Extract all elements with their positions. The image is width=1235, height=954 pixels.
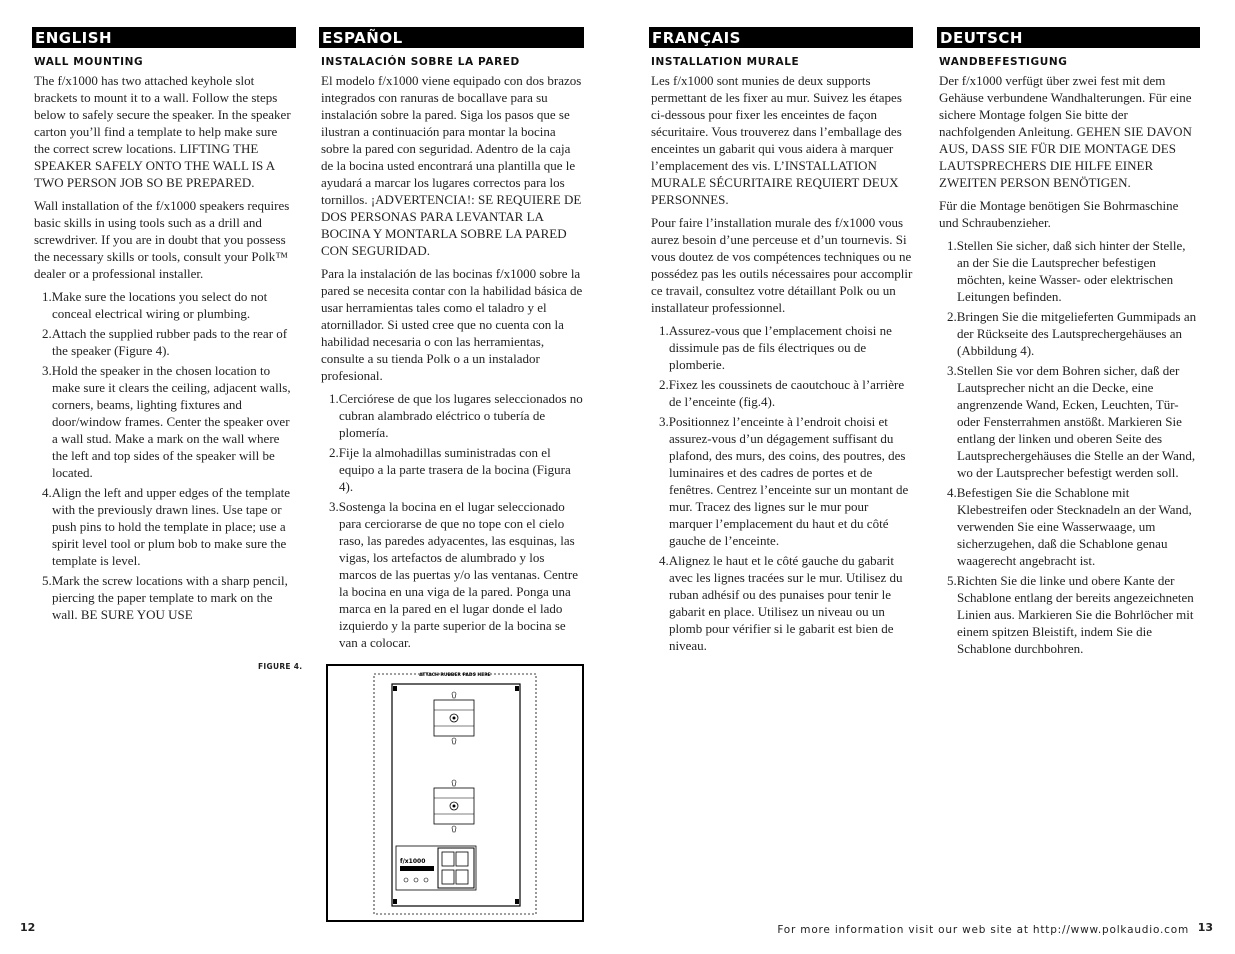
speaker-rear-diagram (328, 666, 582, 920)
deutsch-step: 2.Bringen Sie die mitgelieferten Gummipads an der Rückseite des Lautsprechergehäuses an (Abbildung 4). (947, 309, 1197, 358)
deutsch-step: 3.Stellen Sie vor dem Bohren sicher, daß der Lautsprecher nicht an die Decke, eine angrenzende Wand, Ecken, Leuchten, Tür- oder Fensterrahmen anstößt. Markieren Sie entlang der linken und oberen Seite des Lautsprechergehäuses die Stelle an der Wand, wo der Lautsprecher befestigt werden soll. (947, 363, 1196, 480)
deutsch-steps (947, 237, 1200, 657)
page-number-right: 13 (1197, 921, 1213, 934)
francais-heading: FRANÇAIS (649, 27, 913, 48)
deutsch-heading: DEUTSCH (937, 27, 1200, 48)
rubber-pad (515, 899, 519, 904)
espanol-step: 2.Fije la almohadillas suministradas con el equipo a la parte trasera de la bocina (Figura 4). (329, 445, 571, 494)
terminal-plate (396, 846, 476, 890)
deutsch-step: 5.Richten Sie die linke und obere Kante der Schablone entlang der bereits angezeichneten Linien aus. Markieren Sie die Bohrlöcher mit einem spitzen Bleistift, indem Sie die Schablone durchbohren. (947, 573, 1194, 656)
english-subheading: WALL MOUNTING (34, 56, 144, 68)
francais-step: 3.Positionnez l’enceinte à l’endroit choisi et assurez-vous d’un dégagement suffisant du plafond, des murs, des coins, des poutres, des luminaires et des cadres de portes et de fenêtres. Centrez l’enceinte sur un montant de mur. Tracez des lignes sur le mur pour marquer l’emplacement du haut et du côté gauche de l’enceinte. (659, 414, 909, 548)
english-step: 1.Make sure the locations you select do not conceal electrical wiring or plumbing. (42, 289, 268, 321)
english-steps (42, 288, 296, 623)
francais-step: 4.Alignez le haut et le côté gauche du gabarit avec les lignes tracées sur le mur. Utilisez du ruban adhésif ou des punaises pour tenir le gabarit en place. Utilisez un niveau ou un plomb pour vérifier si le gabarit est bien de niveau. (659, 553, 903, 653)
rubber-pad (515, 686, 519, 691)
top-caption: ATTACH RUBBER PADS HERE (419, 673, 491, 678)
espanol-paragraph: El modelo f/x1000 viene equipado con dos brazos integrados con ranuras de bocallave para su instalación sobre la pared. Siga los pasos que se ilustran a continuación para montar la bocina sobre la pared con seguridad. Adentro de la caja de la bocina usted encontrará una plantilla que le ayudará a marcar los lugares correctos para los tornillos. ¡ADVERTENCIA!: SE REQUIERE DE DOS PERSONAS PARA LEVANTAR LA BOCINA Y MONTARLA SOBRE LA PARED CON SEGURIDAD. (321, 73, 582, 258)
rubber-pad (393, 686, 397, 691)
espanol-column (319, 27, 584, 654)
rubber-pad (393, 899, 397, 904)
model-label: f/x1000 (400, 858, 426, 865)
deutsch-step: 1.Stellen Sie sicher, daß sich hinter der Stelle, an der Sie die Lautsprecher befestigen möchten, keine Wasser- oder elektrischen Leitungen befinden. (947, 238, 1186, 304)
english-paragraph: The f/x1000 has two attached keyhole slot brackets to mount it to a wall. Follow the steps below to safely secure the speaker. In the speaker carton you’ll find a template to help make sure the correct screw locations. LIFTING THE SPEAKER SAFELY ONTO THE WALL IS A TWO PERSON JOB SO BE PREPARED. (34, 73, 291, 190)
espanol-subheading: INSTALACIÓN SOBRE LA PARED (321, 56, 520, 68)
english-step: 3.Hold the speaker in the chosen location to make sure it clears the ceiling, adjacent walls, corners, beams, lighting fixtures and door/window frames. Center the speaker over a wall stud. Make a mark on the wall where the left and top sides of the speaker will be located. (42, 363, 291, 480)
francais-step: 1.Assurez-vous que l’emplacement choisi ne dissimule pas de fils électriques ou de plomberie. (659, 323, 892, 372)
keyhole-bracket-lower (434, 780, 474, 832)
espanol-step: 1.Cerciórese de que los lugares seleccionados no cubran alambrado eléctrico o tubería de plomería. (329, 391, 583, 440)
deutsch-paragraph: Für die Montage benötigen Sie Bohrmaschine und Schraubenzieher. (939, 198, 1179, 230)
footer-url: For more information visit our web site at http://www.polkaudio.com (777, 924, 1189, 936)
english-step: 4.Align the left and upper edges of the template with the previously drawn lines. Use tape or push pins to hold the template in place; use a spirit level tool or plum bob to make sure the template is level. (42, 485, 291, 568)
page-number-left: 12 (20, 921, 36, 934)
deutsch-step: 4.Befestigen Sie die Schablone mit Klebestreifen oder Stecknadeln an der Wand, verwenden Sie eine Wasserwaage, um sicherzugehen, daß die Schablone genau waagerecht angebracht ist. (947, 485, 1192, 568)
english-heading: ENGLISH (32, 27, 296, 48)
espanol-step: 3.Sostenga la bocina en el lugar seleccionado para cerciorarse de que no tope con el cielo raso, las paredes adyacentes, las esquinas, las vigas, los artefactos de alumbrado y los marcos de las puertas y/o las ventanas. Centre la bocina en una viga de la pared. Ponga una marca en la pared en el lugar donde el lado izquierdo y la parte superior de la bocina se van a colocar. (329, 499, 578, 650)
deutsch-column (937, 27, 1200, 660)
english-step: 2.Attach the supplied rubber pads to the rear of the speaker (Figure 4). (42, 326, 288, 358)
english-paragraph: Wall installation of the f/x1000 speakers requires basic skills in using tools such as a drill and screwdriver. If you are in doubt that you possess the necessary skills or tools, consult your Polk™ dealer or a professional installer. (34, 198, 290, 281)
figure-4-diagram (326, 664, 584, 922)
francais-paragraph: Les f/x1000 sont munies de deux supports permettant de les fixer au mur. Suivez les étapes ci-dessous pour fixer les enceintes de façon sécuritaire. Vous trouverez dans l’emballage des enceintes un gabarit qui vous aidera à marquer l’emplacement des vis. L’INSTALLATION MURALE SÉCURITAIRE REQUIERT DEUX PERSONNES. (651, 73, 902, 207)
figure-label: FIGURE 4. (258, 662, 303, 671)
deutsch-paragraph: Der f/x1000 verfügt über zwei fest mit dem Gehäuse verbundene Wandhalterungen. Für eine sichere Montage folgen Sie bitte der nachfolgenden Anleitung. GEHEN SIE DAVON AUS, DASS SIE FÜR DIE MONTAGE DES LAUTSPRECHERS DIE HILFE EINER ZWEITEN PERSON BENÖTIGEN. (939, 73, 1192, 190)
keyhole-bracket-upper (434, 692, 474, 744)
francais-subheading: INSTALLATION MURALE (651, 56, 800, 68)
english-step: 5.Mark the screw locations with a sharp pencil, piercing the paper template to mark on the wall. BE SURE YOU USE (42, 573, 288, 622)
english-column (32, 27, 296, 626)
espanol-heading: ESPAÑOL (319, 27, 584, 48)
francais-column (649, 27, 913, 657)
francais-paragraph: Pour faire l’installation murale des f/x1000 vous aurez besoin d’une perceuse et d’un tournevis. Si vous doutez de vos compétences techniques ou ne possédez pas les outils nécessaires pour accomplir ce travail, consultez votre détaillant Polk ou un installateur professionnel. (651, 215, 913, 315)
deutsch-subheading: WANDBEFESTIGUNG (939, 56, 1068, 68)
espanol-steps (329, 390, 584, 651)
francais-steps (659, 322, 913, 654)
francais-step: 2.Fixez les coussinets de caoutchouc à l’arrière de l’enceinte (fig.4). (659, 377, 905, 409)
espanol-paragraph: Para la instalación de las bocinas f/x1000 sobre la pared se necesita contar con la habilidad básica de usar herramientas tales como el taladro y el atornillador. Si usted cree que no cuenta con la habilidad necesaria o con las herramientas, consulte a su tienda Polk o a un instalador profesional. (321, 266, 583, 383)
